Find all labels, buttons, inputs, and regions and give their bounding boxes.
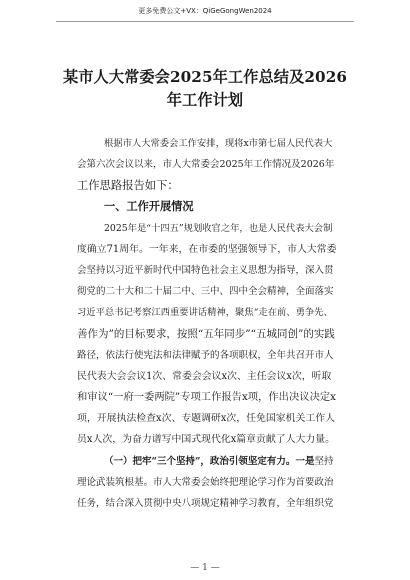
section-heading: 一、工作开展情况: [104, 200, 194, 213]
header-divider: [56, 21, 354, 22]
intro-line: 工作思路报告如下：: [77, 179, 179, 192]
title-line-2: 年工作计划: [166, 91, 244, 109]
subsection-label-rest: 坚持: [314, 456, 334, 467]
intro-line: 会第六次会议以来，市人大常委会2025年工作情况及2026年: [77, 159, 335, 170]
body-line: 项，开展执法检查x次、专题调研x次，任免国家机关工作人: [77, 413, 336, 424]
document-title: [30, 66, 380, 112]
title-line-1: 某市人大常委会2025年工作总结及2026: [62, 68, 348, 86]
body-line: 民代表大会会议1次、常委会会议x次、主任会议x次，听取: [77, 371, 332, 382]
body-line: 理论武装筑根基。市人大常委会始终把理论学习作为首要政治: [77, 477, 334, 488]
subsection-label: （一）把牢“三个坚持”，政治引领坚定有力。: [104, 456, 296, 467]
body-line: 员x人次，为奋力谱写中国式现代化x篇章贡献了人大力量。: [77, 434, 336, 445]
body-line: 善作为”的目标要求，按照“五年同步”“五城同创”的实践: [77, 328, 335, 340]
page-number: — 1 —: [190, 563, 220, 573]
subsection-heading-line: [104, 452, 333, 471]
body-line: 和审议“一府一委两院”专项工作报告x项，作出决议决定x: [77, 391, 336, 403]
body-line: 任务，结合深入贯彻中央八项规定精神学习教育，全年组织党: [77, 498, 334, 509]
body-line: 2025年是“十四五”规划收官之年，也是人民代表大会制: [104, 223, 333, 234]
body-line: 会坚持以习近平新时代中国特色社会主义思想为指导，深入贯: [77, 265, 334, 276]
intro-line: 根据市人大常委会工作安排，现将x市第七届人民代表大: [104, 138, 333, 149]
body-line: 习近平总书记考察江西重要讲话精神，聚焦“走在前、勇争先、: [77, 307, 333, 318]
subsection-label-tail: 一是: [295, 456, 315, 467]
body-line: 路径，依法行使宪法和法律赋予的各项职权，全年共召开市人: [77, 350, 334, 361]
page-header: 更多免费公文+VX：QiGeGongWen2024: [138, 7, 272, 15]
body-line: 彻党的二十大和二十届二中、三中、四中全会精神，全面落实: [77, 286, 334, 297]
body-line: 度确立71周年。一年来，在市委的坚强领导下，市人大常委: [77, 244, 337, 255]
